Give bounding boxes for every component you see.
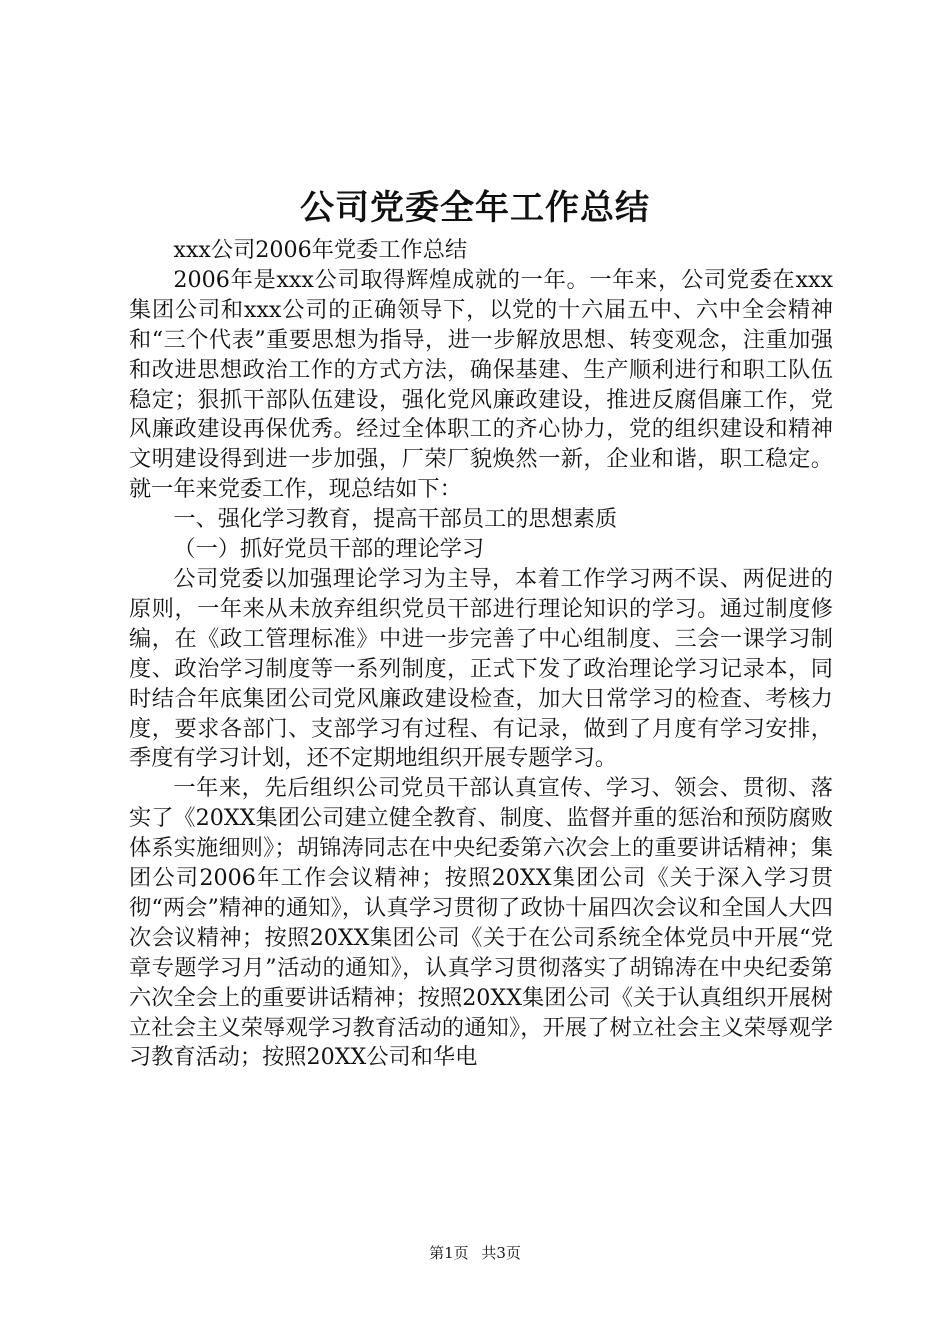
paragraph-intro: 2006年是xxx公司取得辉煌成就的一年。一年来，公司党委在xxx集团公司和xxx公司的正确领导下，以党的十六届五中、六中全会精神和“三个代表”重要思想为指导，进一步解放思想、转变观念，注重加强和改进思想政治工作的方式方法，确保基建、生产顺利进行和职工队伍稳定；狠抓干部队伍建设，强化党风廉政建设，推进反腐倡廉工作，党风廉政建设再保优秀。经过全体职工的齐心协力，党的组织建设和精神文明建设得到进一步加强，厂荣厂貌焕然一新，企业和谐，职工稳定。就一年来党委工作，现总结如下： [129,266,833,503]
paragraph-study-activities: 一年来，先后组织公司党员干部认真宣传、学习、领会、贯彻、落实了《20XX集团公司建立健全教育、制度、监督并重的惩治和预防腐败体系实施细则》；胡锦涛同志在中央纪委第六次会上的重要讲话精神；集团公司2006年工作会议精神；按照20XX集团公司《关于深入学习贯彻“两会”精神的通知》，认真学习贯彻了政协十届四次会议和全国人大四次会议精神；按照20XX集团公司《关于在公司系统全体党员中开展“党章专题学习月”活动的通知》，认真学习贯彻落实了胡锦涛在中央纪委第六次全会上的重要讲话精神；按照20XX集团公司《关于认真组织开展树立社会主义荣辱观学习教育活动的通知》，开展了树立社会主义荣辱观学习教育活动；按照20XX公司和华电 [129,775,833,1071]
document-body [129,236,833,1073]
subsection-heading-1-1: （一）抓好党员干部的理论学习 [173,536,485,563]
paragraph-theory-study: 公司党委以加强理论学习为主导，本着工作学习两不误、两促进的原则，一年来从未放弃组织党员干部进行理论知识的学习。通过制度修编，在《政工管理标准》中进一步完善了中心组制度、三会一课学习制度、政治学习制度等一系列制度，正式下发了政治理论学习记录本，同时结合年底集团公司党风廉政建设检查，加大日常学习的检查、考核力度，要求各部门、支部学习有过程、有记录，做到了月度有学习安排，季度有学习计划，还不定期地组织开展专题学习。 [129,565,833,772]
paragraph-subtitle: xxx公司2006年党委工作总结 [173,237,468,263]
page-number: 第1页 [429,1244,469,1262]
document-title: 公司党委全年工作总结 [300,188,650,228]
page-footer [0,1243,950,1263]
page-total: 共3页 [481,1244,521,1262]
section-heading-1: 一、强化学习教育，提高干部员工的思想素质 [173,506,618,533]
